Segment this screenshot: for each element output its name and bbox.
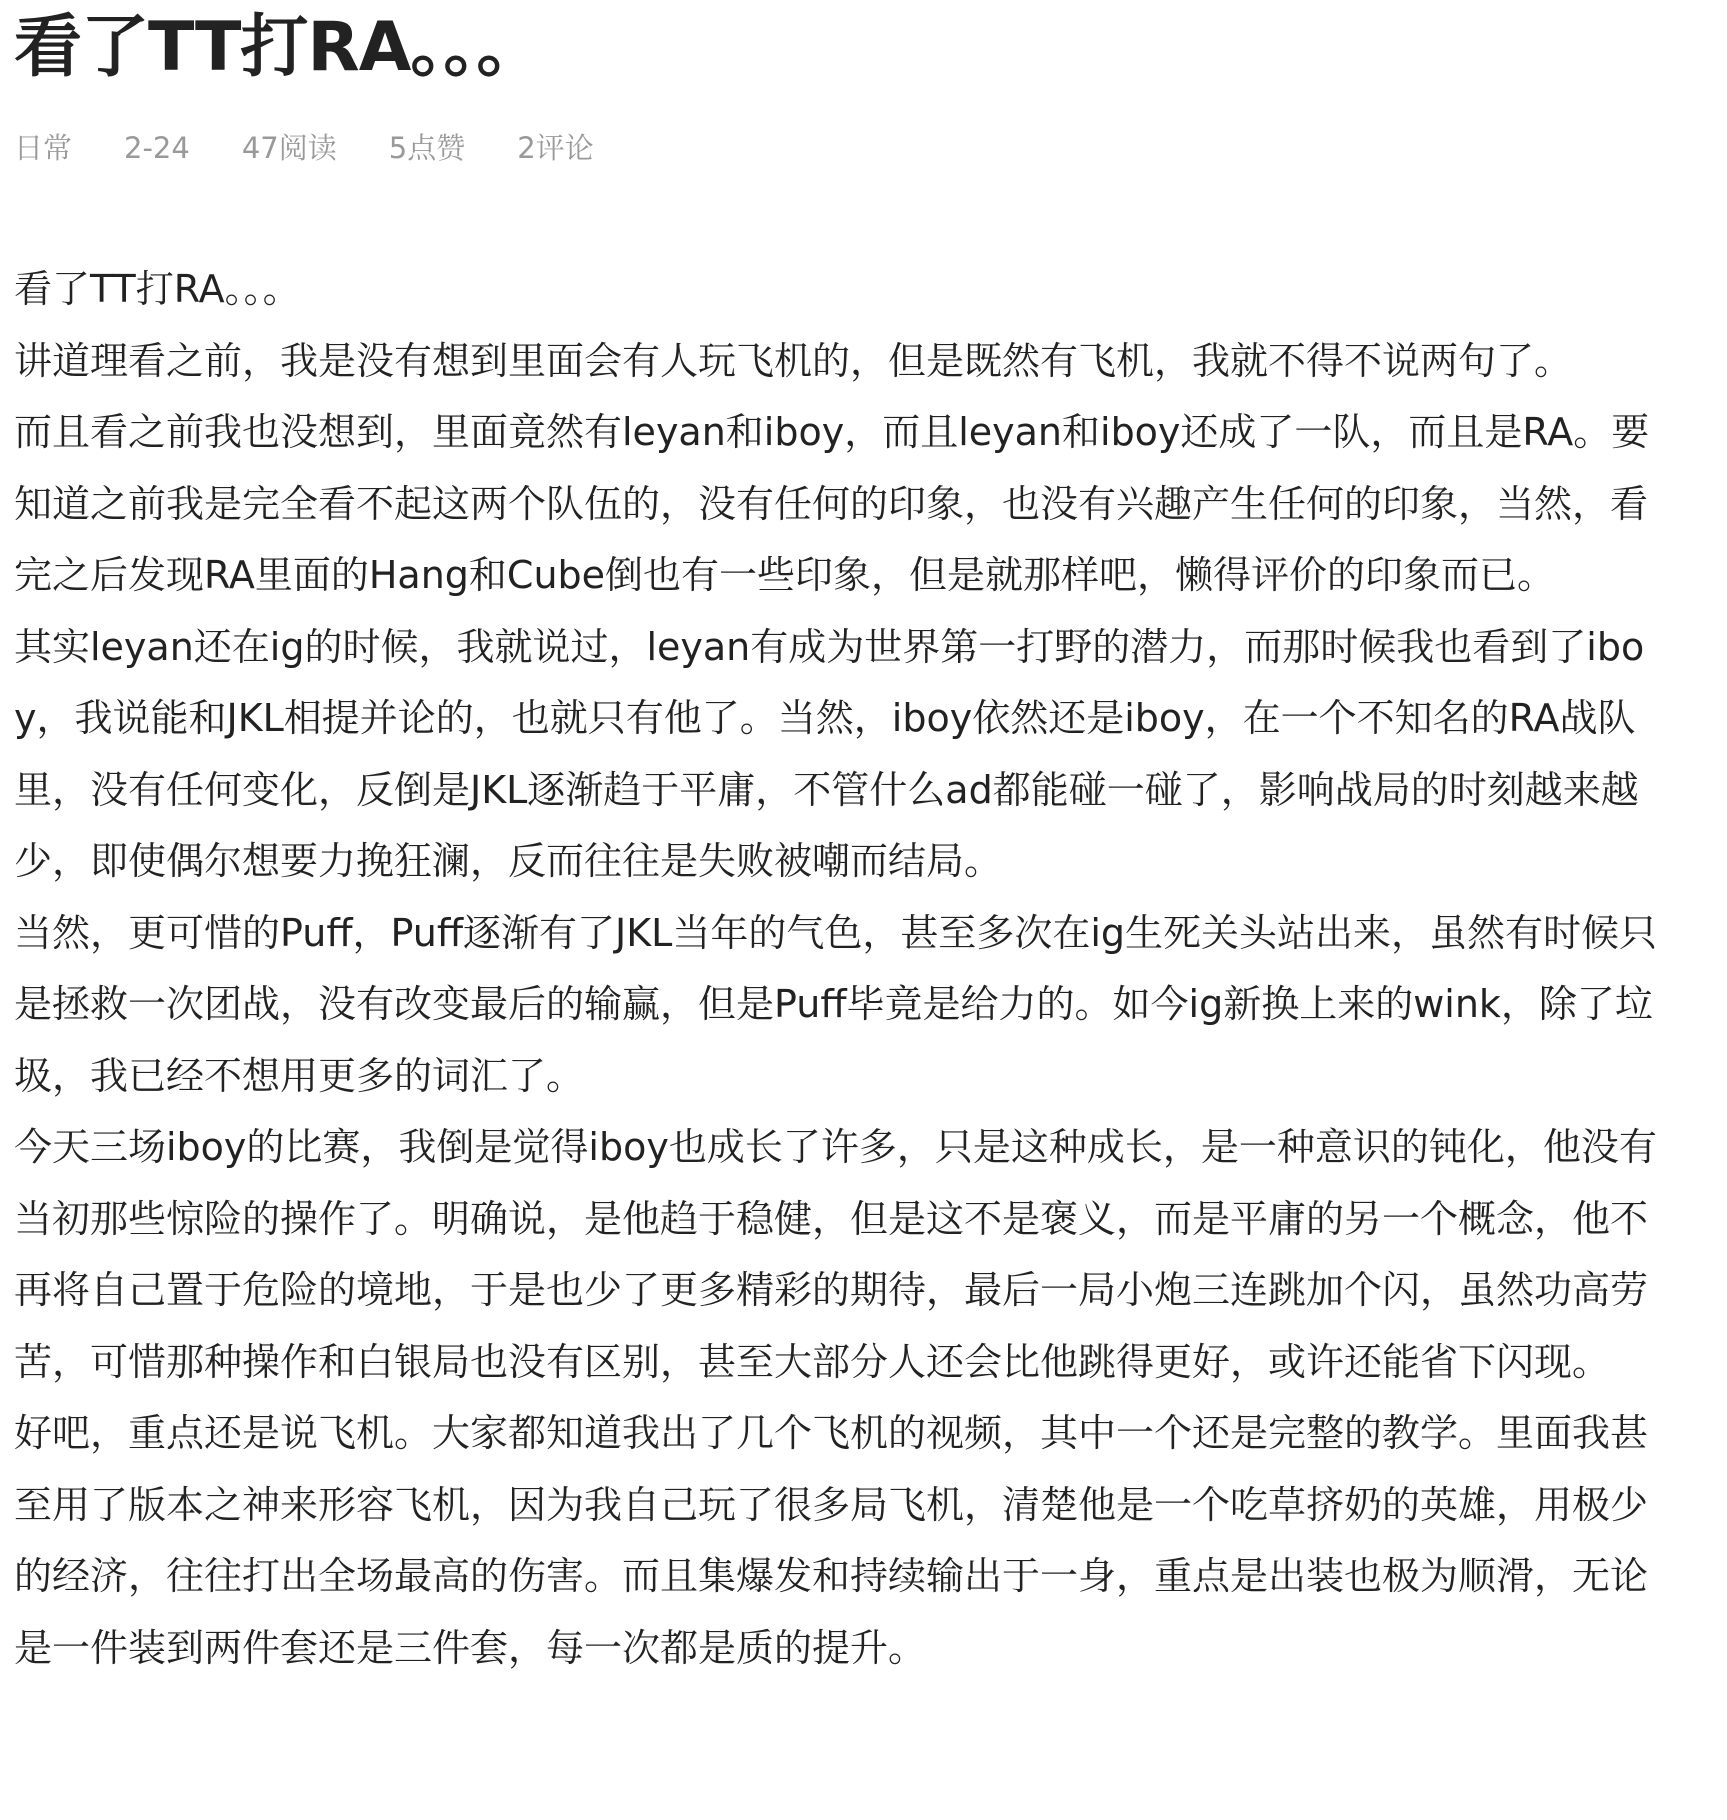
like-count[interactable]: 5点赞 [388,131,466,165]
category-link[interactable]: 日常 [14,131,73,165]
paragraph: 讲道理看之前，我是没有想到里面会有人玩飞机的，但是既然有飞机，我就不得不说两句了。 [14,338,1573,383]
paragraph: 当然，更可惜的Puff，Puff逐渐有了JKL当年的气色，甚至多次在ig生死关头站出来，虽然有时候只是拯救一次团战，没有改变最后的输赢，但是Puff毕竟是给力的。如今ig新换上来的wink，除了垃圾，我已经不想用更多的词汇了。 [14,910,1658,1098]
paragraph: 今天三场iboy的比赛，我倒是觉得iboy也成长了许多，只是这种成长，是一种意识的钝化，他没有当初那些惊险的操作了。明确说，是他趋于稳健，但是这不是褒义，而是平庸的另一个概念，他不再将自己置于危险的境地，于是也少了更多精彩的期待，最后一局小炮三连跳加个闪，虽然功高劳苦，可惜那种操作和白银局也没有区别，甚至大部分人还会比他跳得更好，或许还能省下闪现。 [14,1125,1657,1384]
article-body [14,254,1674,1684]
article-title: 看了TT打RA。。。 [14,8,544,87]
paragraph: 看了TT打RA。。。 [14,267,301,311]
paragraph: 而且看之前我也没想到，里面竟然有leyan和iboy，而且leyan和iboy还成了一队，而且是RA。要知道之前我是完全看不起这两个队伍的，没有任何的印象，也没有兴趣产生任何的印象，当然，看完之后发现RA里面的Hang和Cube倒也有一些印象，但是就那样吧，懒得评价的印象而已。 [14,410,1650,597]
post-date: 2-24 [124,131,190,165]
paragraph: 其实leyan还在ig的时候，我就说过，leyan有成为世界第一打野的潜力，而那时候我也看到了iboy，我说能和JKL相提并论的，也就只有他了。当然，iboy依然还是iboy，在一个不知名的RA战队里，没有任何变化，反倒是JKL逐渐趋于平庸，不管什么ad都能碰一碰了，影响战局的时刻越来越少，即使偶尔想要力挽狂澜，反而往往是失败被嘲而结局。 [14,624,1645,883]
comment-count[interactable]: 2评论 [517,131,594,165]
read-count: 47阅读 [241,131,337,165]
paragraph: 好吧，重点还是说飞机。大家都知道我出了几个飞机的视频，其中一个还是完整的教学。里面我甚至用了版本之神来形容飞机，因为我自己玩了很多局飞机，清楚他是一个吃草挤奶的英雄，用极少的经济，往往打出全场最高的伤害。而且集爆发和持续输出于一身，重点是出装也极为顺滑，无论是一件装到两件套还是三件套，每一次都是质的提升。 [14,1411,1649,1670]
article [14,0,1674,1684]
article-meta [14,128,1674,168]
